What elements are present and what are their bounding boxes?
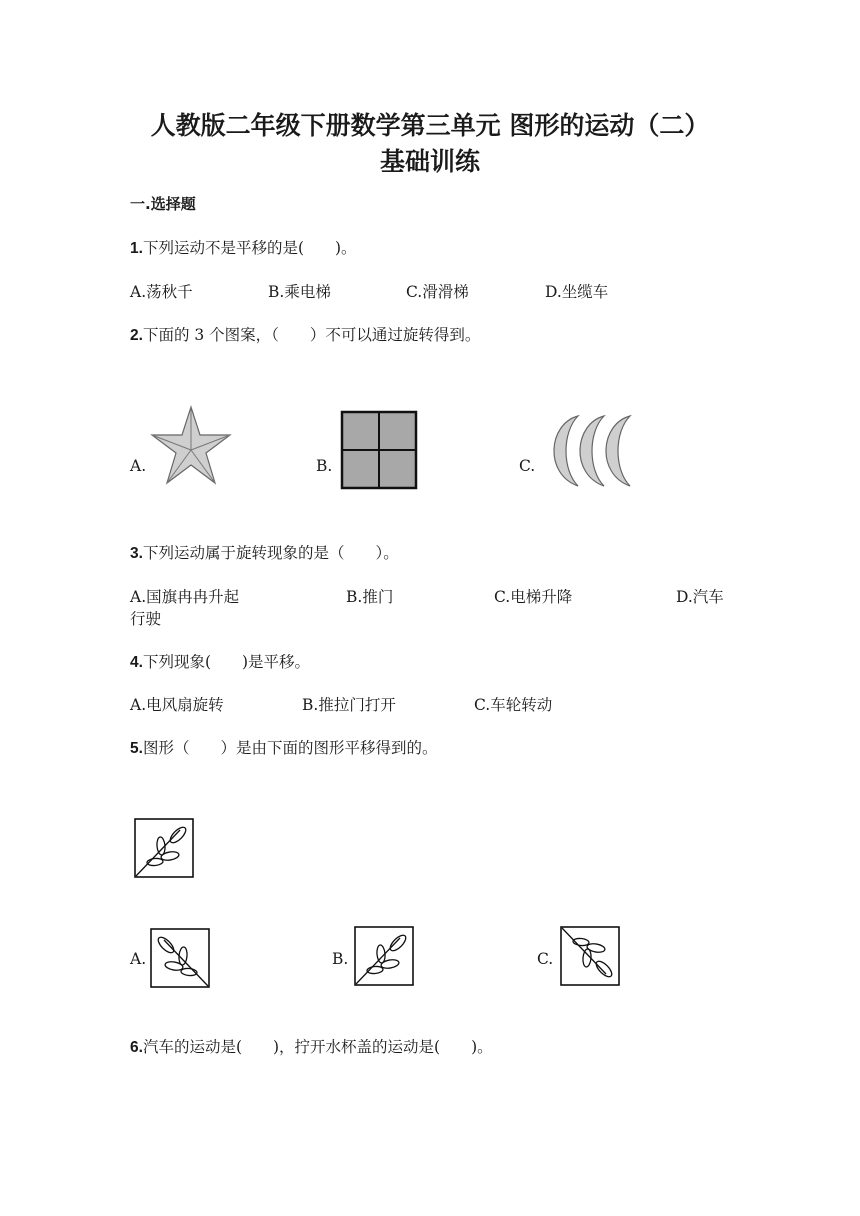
question-4 <box>130 650 310 672</box>
moons-figure <box>544 414 632 488</box>
q1-option-c[interactable]: C.滑滑梯 <box>406 283 469 301</box>
q2-option-a[interactable]: A. <box>130 457 147 475</box>
q5-option-b[interactable]: B. <box>332 950 349 968</box>
leaf-option-b-figure <box>354 926 414 986</box>
question-number: 1. <box>130 240 143 257</box>
q2-option-b[interactable]: B. <box>316 457 333 475</box>
question-5 <box>130 736 437 758</box>
section-heading: 一.选择题 <box>130 195 196 213</box>
q4-option-b[interactable]: B.推拉门打开 <box>302 696 396 714</box>
question-text: 图形（ ）是由下面的图形平移得到的。 <box>142 739 438 757</box>
q1-option-d[interactable]: D.坐缆车 <box>545 283 609 301</box>
question-text: 下面的 3 个图案，（ ）不可以通过旋转得到。 <box>142 326 481 344</box>
q3-option-d-continuation: 行驶 <box>130 610 162 628</box>
squares-figure <box>340 410 418 490</box>
question-1 <box>130 236 357 258</box>
q3-option-d[interactable]: D.汽车 <box>676 588 724 606</box>
question-text: 下列运动不是平移的是( )。 <box>142 239 357 257</box>
question-6 <box>130 1035 493 1057</box>
question-text: 下列运动属于旋转现象的是（ ）。 <box>142 544 399 562</box>
star-figure <box>150 404 232 486</box>
q3-option-a[interactable]: A.国旗冉冉升起 <box>130 588 240 606</box>
q1-option-b[interactable]: B.乘电梯 <box>268 283 331 301</box>
q3-option-c[interactable]: C.电梯升降 <box>494 588 573 606</box>
q4-option-c[interactable]: C.车轮转动 <box>474 696 553 714</box>
leaf-reference-figure <box>134 818 194 878</box>
q5-option-c[interactable]: C. <box>537 950 554 968</box>
leaf-option-a-figure <box>150 928 210 988</box>
q2-option-c[interactable]: C. <box>519 457 536 475</box>
q4-option-a[interactable]: A.电风扇旋转 <box>130 696 224 714</box>
question-number: 4. <box>130 654 143 671</box>
q5-option-a[interactable]: A. <box>130 950 147 968</box>
question-2 <box>130 323 480 345</box>
q3-option-b[interactable]: B.推门 <box>346 588 394 606</box>
question-number: 2. <box>130 327 143 344</box>
question-number: 6. <box>130 1039 143 1056</box>
leaf-option-c-figure <box>560 926 620 986</box>
question-number: 5. <box>130 740 143 757</box>
q1-option-a[interactable]: A.荡秋千 <box>130 283 193 301</box>
question-text: 汽车的运动是( )，拧开水杯盖的运动是( )。 <box>142 1038 493 1056</box>
question-number: 3. <box>130 545 143 562</box>
question-text: 下列现象( )是平移。 <box>142 653 311 671</box>
question-3 <box>130 541 399 563</box>
page-title: 人教版二年级下册数学第三单元 图形的运动（二） <box>150 111 710 140</box>
page-subtitle: 基础训练 <box>379 147 480 176</box>
